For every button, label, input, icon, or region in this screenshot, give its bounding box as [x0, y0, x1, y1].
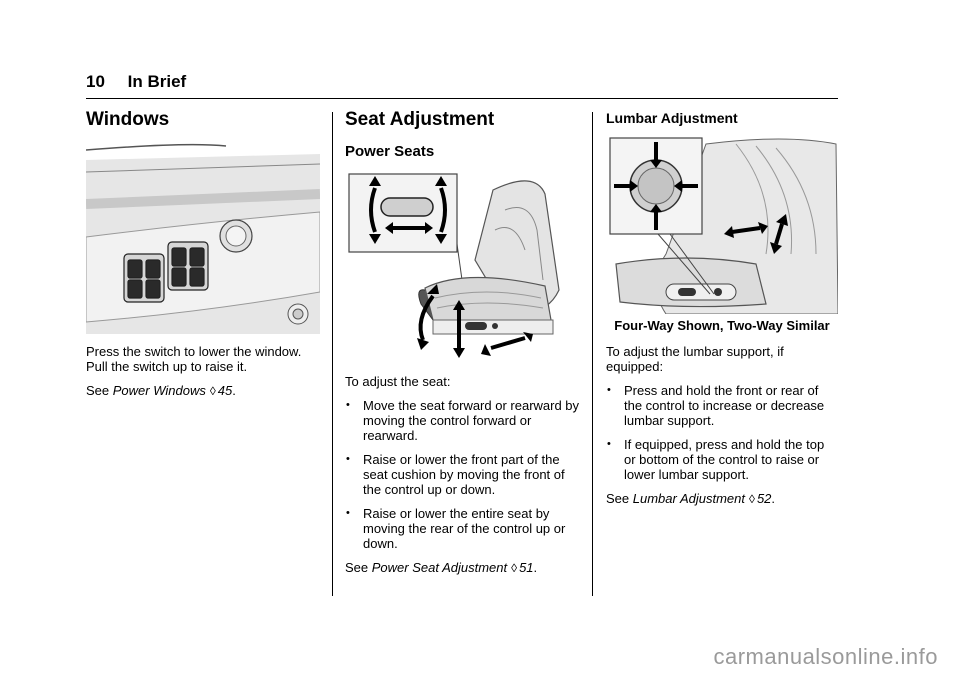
list-item: • Raise or lower the entire seat by moving the rear of the control up or down.	[345, 506, 581, 551]
power-seat-adjustment-page[interactable]: 51	[519, 560, 534, 575]
windows-body: Press the switch to lower the window. Pull the switch up to raise it.	[86, 344, 302, 374]
list-item: • If equipped, press and hold the top or bottom of the control to raise or lower lumbar support.	[606, 437, 838, 482]
column-divider-2	[592, 112, 593, 596]
power-seat-illustration	[345, 170, 581, 360]
lumbar-figure-caption: Four-Way Shown, Two-Way Similar	[614, 318, 830, 333]
seat-intro: To adjust the seat:	[345, 374, 451, 389]
page-number: 10	[86, 72, 105, 91]
lumbar-see-reference: See Lumbar Adjustment ◊ 52.	[606, 491, 776, 506]
list-item: • Press and hold the front or rear of the control to increase or decrease lumbar support.	[606, 383, 838, 428]
power-windows-page[interactable]: 45	[217, 383, 233, 398]
page-ref-icon: ◊	[209, 384, 216, 398]
seat-see-reference: See Power Seat Adjustment ◊ 51.	[345, 560, 538, 575]
windows-section	[86, 108, 320, 408]
list-item: • Move the seat forward or rearward by moving the control forward or rearward.	[345, 398, 581, 443]
lumbar-adjustment-link[interactable]: Lumbar Adjustment	[632, 491, 746, 506]
power-seat-adjustment-link[interactable]: Power Seat Adjustment	[371, 560, 508, 575]
watermark: carmanualsonline.info	[713, 644, 938, 669]
seat-adjustment-section	[345, 108, 581, 585]
windows-see-reference: See Power Windows ◊ 45.	[86, 383, 236, 398]
seat-adjustment-title: Seat Adjustment	[345, 109, 495, 130]
lumbar-adjustment-title: Lumbar Adjustment	[606, 110, 738, 126]
column-divider-1	[332, 112, 333, 596]
windows-title: Windows	[86, 109, 170, 130]
section-title: In Brief	[127, 72, 187, 91]
lumbar-control-illustration	[606, 134, 838, 314]
lumbar-adjustment-section	[606, 108, 838, 516]
power-windows-link[interactable]: Power Windows	[112, 383, 206, 398]
page-header	[86, 72, 186, 92]
page-ref-icon: ◊	[749, 492, 755, 506]
lumbar-bullet-list	[606, 383, 838, 482]
power-seats-subtitle: Power Seats	[345, 143, 435, 160]
window-switch-illustration	[86, 142, 320, 334]
lumbar-adjustment-page[interactable]: 52	[756, 491, 772, 506]
seat-bullet-list	[345, 398, 581, 551]
list-item: • Raise or lower the front part of the seat cushion by moving the front of the control up or down.	[345, 452, 581, 497]
header-rule	[86, 98, 838, 99]
page-ref-icon: ◊	[511, 561, 518, 575]
lumbar-intro: To adjust the lumbar support, if equipped:	[606, 344, 784, 374]
